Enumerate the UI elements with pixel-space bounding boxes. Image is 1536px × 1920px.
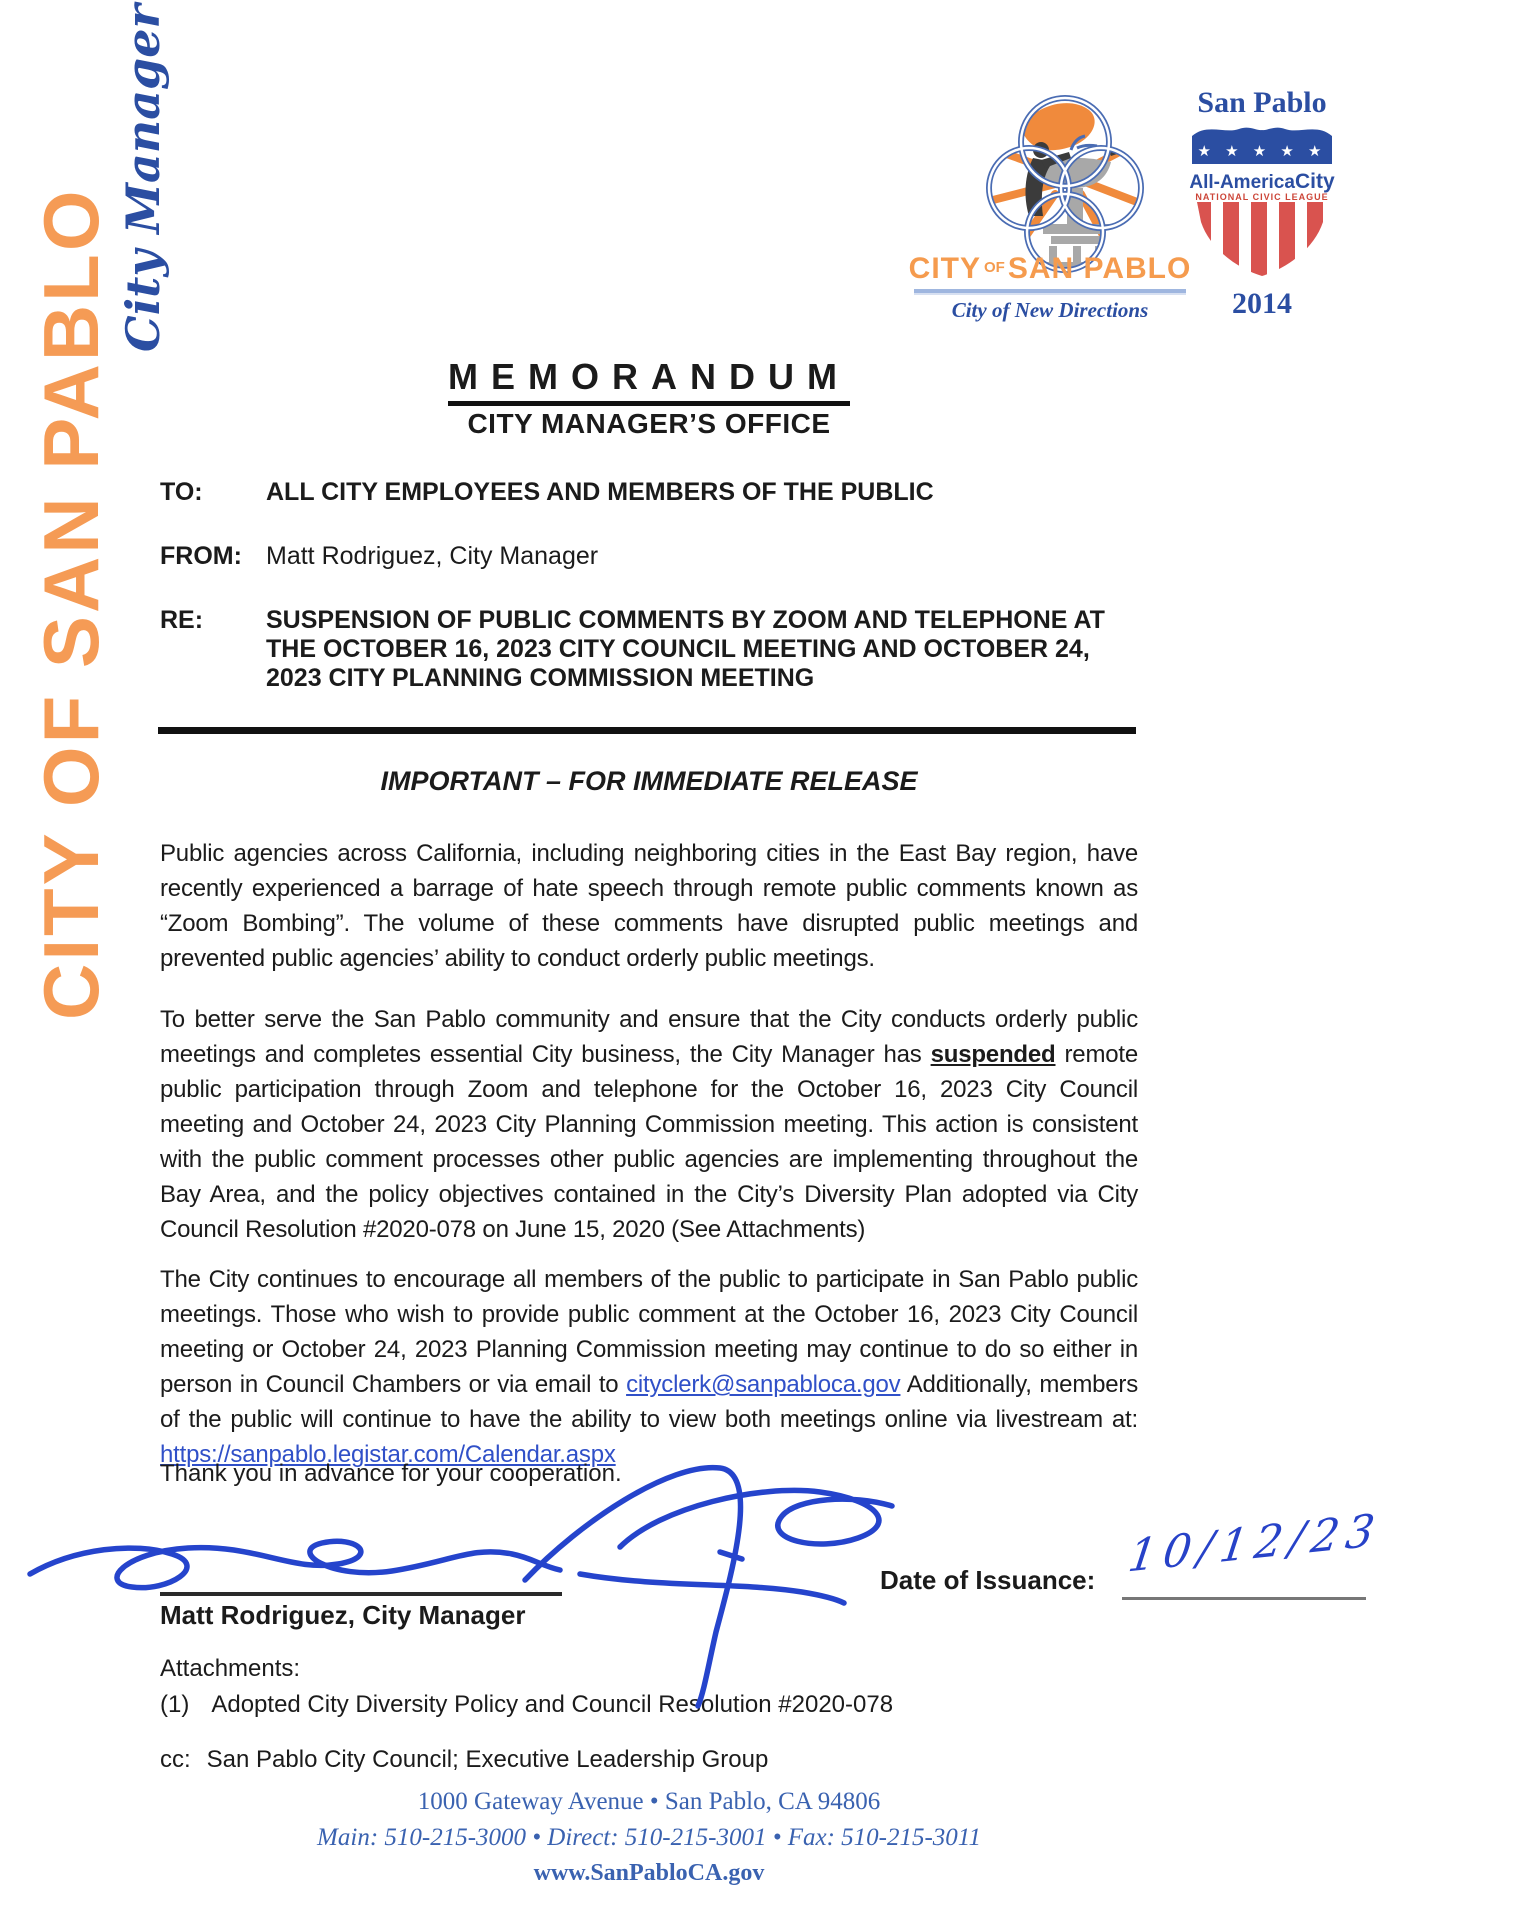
all-america-shield-band-icon <box>1187 120 1337 166</box>
award-city-name: San Pablo <box>1197 86 1327 119</box>
cc-row <box>160 1746 768 1774</box>
paragraph-3-text: The City continues to encourage all members of the public to participate in San Pablo public meetings. Those who wish to provide public comment at the October 16, 2023 City Council meeting or October 24, 2023 Planning Commission meeting may continue to do so either in person in Council Chambers or via email to <box>160 1266 1138 1398</box>
to-value: ALL CITY EMPLOYEES AND MEMBERS OF THE PUBLIC <box>266 478 934 506</box>
field-re <box>160 606 1140 693</box>
footer-phones: Main: 510-215-3000 • Direct: 510-215-3001 • Fax: 510-215-3011 <box>317 1824 981 1851</box>
attachment-number: (1) <box>160 1691 190 1718</box>
from-label: FROM: <box>160 542 242 570</box>
date-of-issuance-line <box>1122 1597 1366 1600</box>
award-title <box>1183 171 1341 192</box>
all-america-shield-stripes-icon <box>1187 202 1337 280</box>
paragraph-2-text-after: remote public participation through Zoom and telephone for the October 16, 2023 City Council meeting and October 24, 2023 City Planning Commission meeting. This action is consistent with the public comment processes other public agencies are implementing throughout the Bay Area, and the policy objectives contained in the City’s Diversity Plan adopted via City Council Resolution #2020-078 on June 15, 2020 (See Attachments) <box>160 1041 1138 1243</box>
city-clerk-email-link[interactable]: cityclerk@sanpabloca.gov <box>626 1371 901 1398</box>
attachments-label: Attachments: <box>160 1655 301 1682</box>
seal-tagline: City of New Directions <box>951 298 1149 322</box>
seal-caption-underline <box>914 289 1186 295</box>
paragraph-2 <box>160 1002 1138 1247</box>
field-to <box>160 478 1140 507</box>
seal-caption-of: OF <box>984 259 1005 276</box>
footer-address: 1000 Gateway Avenue • San Pablo, CA 94806 <box>417 1788 881 1815</box>
field-from <box>160 542 1140 571</box>
footer-website: www.SanPabloCA.gov <box>533 1860 765 1886</box>
date-of-issuance-label: Date of Issuance: <box>880 1565 1096 1595</box>
divider-rule <box>158 727 1136 734</box>
award-year: 2014 <box>1232 287 1292 320</box>
award-stars: ★ ★ ★ ★ ★ <box>1197 143 1327 160</box>
suspended-emphasis: suspended <box>930 1041 1056 1068</box>
seal-caption <box>908 252 1192 286</box>
cc-label: cc: <box>160 1746 191 1773</box>
paragraph-3 <box>160 1262 1138 1472</box>
from-value: Matt Rodriguez, City Manager <box>266 542 599 570</box>
attachment-text: Adopted City Diversity Policy and Council Resolution #2020-078 <box>211 1691 894 1718</box>
legistar-calendar-link[interactable]: https://sanpablo.legistar.com/Calendar.aspx <box>160 1441 616 1468</box>
re-value: SUSPENSION OF PUBLIC COMMENTS BY ZOOM AND TELEPHONE AT THE OCTOBER 16, 2023 CITY COUNCIL MEETING AND OCTOBER 24, 2023 CITY PLANNING COMMISSION MEETING <box>266 606 1105 692</box>
memo-title: MEMORANDUM <box>448 356 850 406</box>
signer-name-title: Matt Rodriguez, City Manager <box>160 1600 526 1630</box>
seal-caption-rest: SAN PABLO <box>1007 252 1192 285</box>
award-org: NATIONAL CIVIC LEAGUE <box>1195 192 1329 202</box>
award-title-city: City <box>1294 170 1335 193</box>
to-label: TO: <box>160 478 203 506</box>
cc-value: San Pablo City Council; Executive Leadership Group <box>206 1746 769 1773</box>
memo-subtitle: CITY MANAGER’S OFFICE <box>467 408 831 439</box>
all-america-city-award <box>1183 86 1341 321</box>
vertical-city-name: CITY OF SAN PABLO <box>27 187 115 1020</box>
paragraph-2-text: To better serve the San Pablo community and ensure that the City conducts orderly public meetings and completes essential City business, the City Manager has <box>160 1006 1138 1068</box>
closing-line: Thank you in advance for your cooperation. <box>160 1460 622 1487</box>
vertical-department-name: City Manager <box>116 4 170 352</box>
paragraph-1: Public agencies across California, including neighboring cities in the East Bay region, have recently experienced a barrage of hate speech through remote public comments known as “Zoom Bombing”. The volume of these comments have disrupted public meetings and prevented public agencies’ ability to conduct orderly public meetings. <box>160 840 1138 972</box>
signature-scribble-icon <box>20 1452 920 1732</box>
paragraph-3-text-middle: Additionally, members of the public will continue to have the ability to view both meetings online via livestream at: <box>160 1371 1138 1433</box>
award-title-allamerica: All-America <box>1189 172 1295 193</box>
handwritten-date: 10/12/23 <box>1125 1504 1385 1583</box>
release-heading: IMPORTANT – FOR IMMEDIATE RELEASE <box>380 766 918 796</box>
re-label: RE: <box>160 606 204 634</box>
seal-caption-city: CITY <box>908 252 982 285</box>
